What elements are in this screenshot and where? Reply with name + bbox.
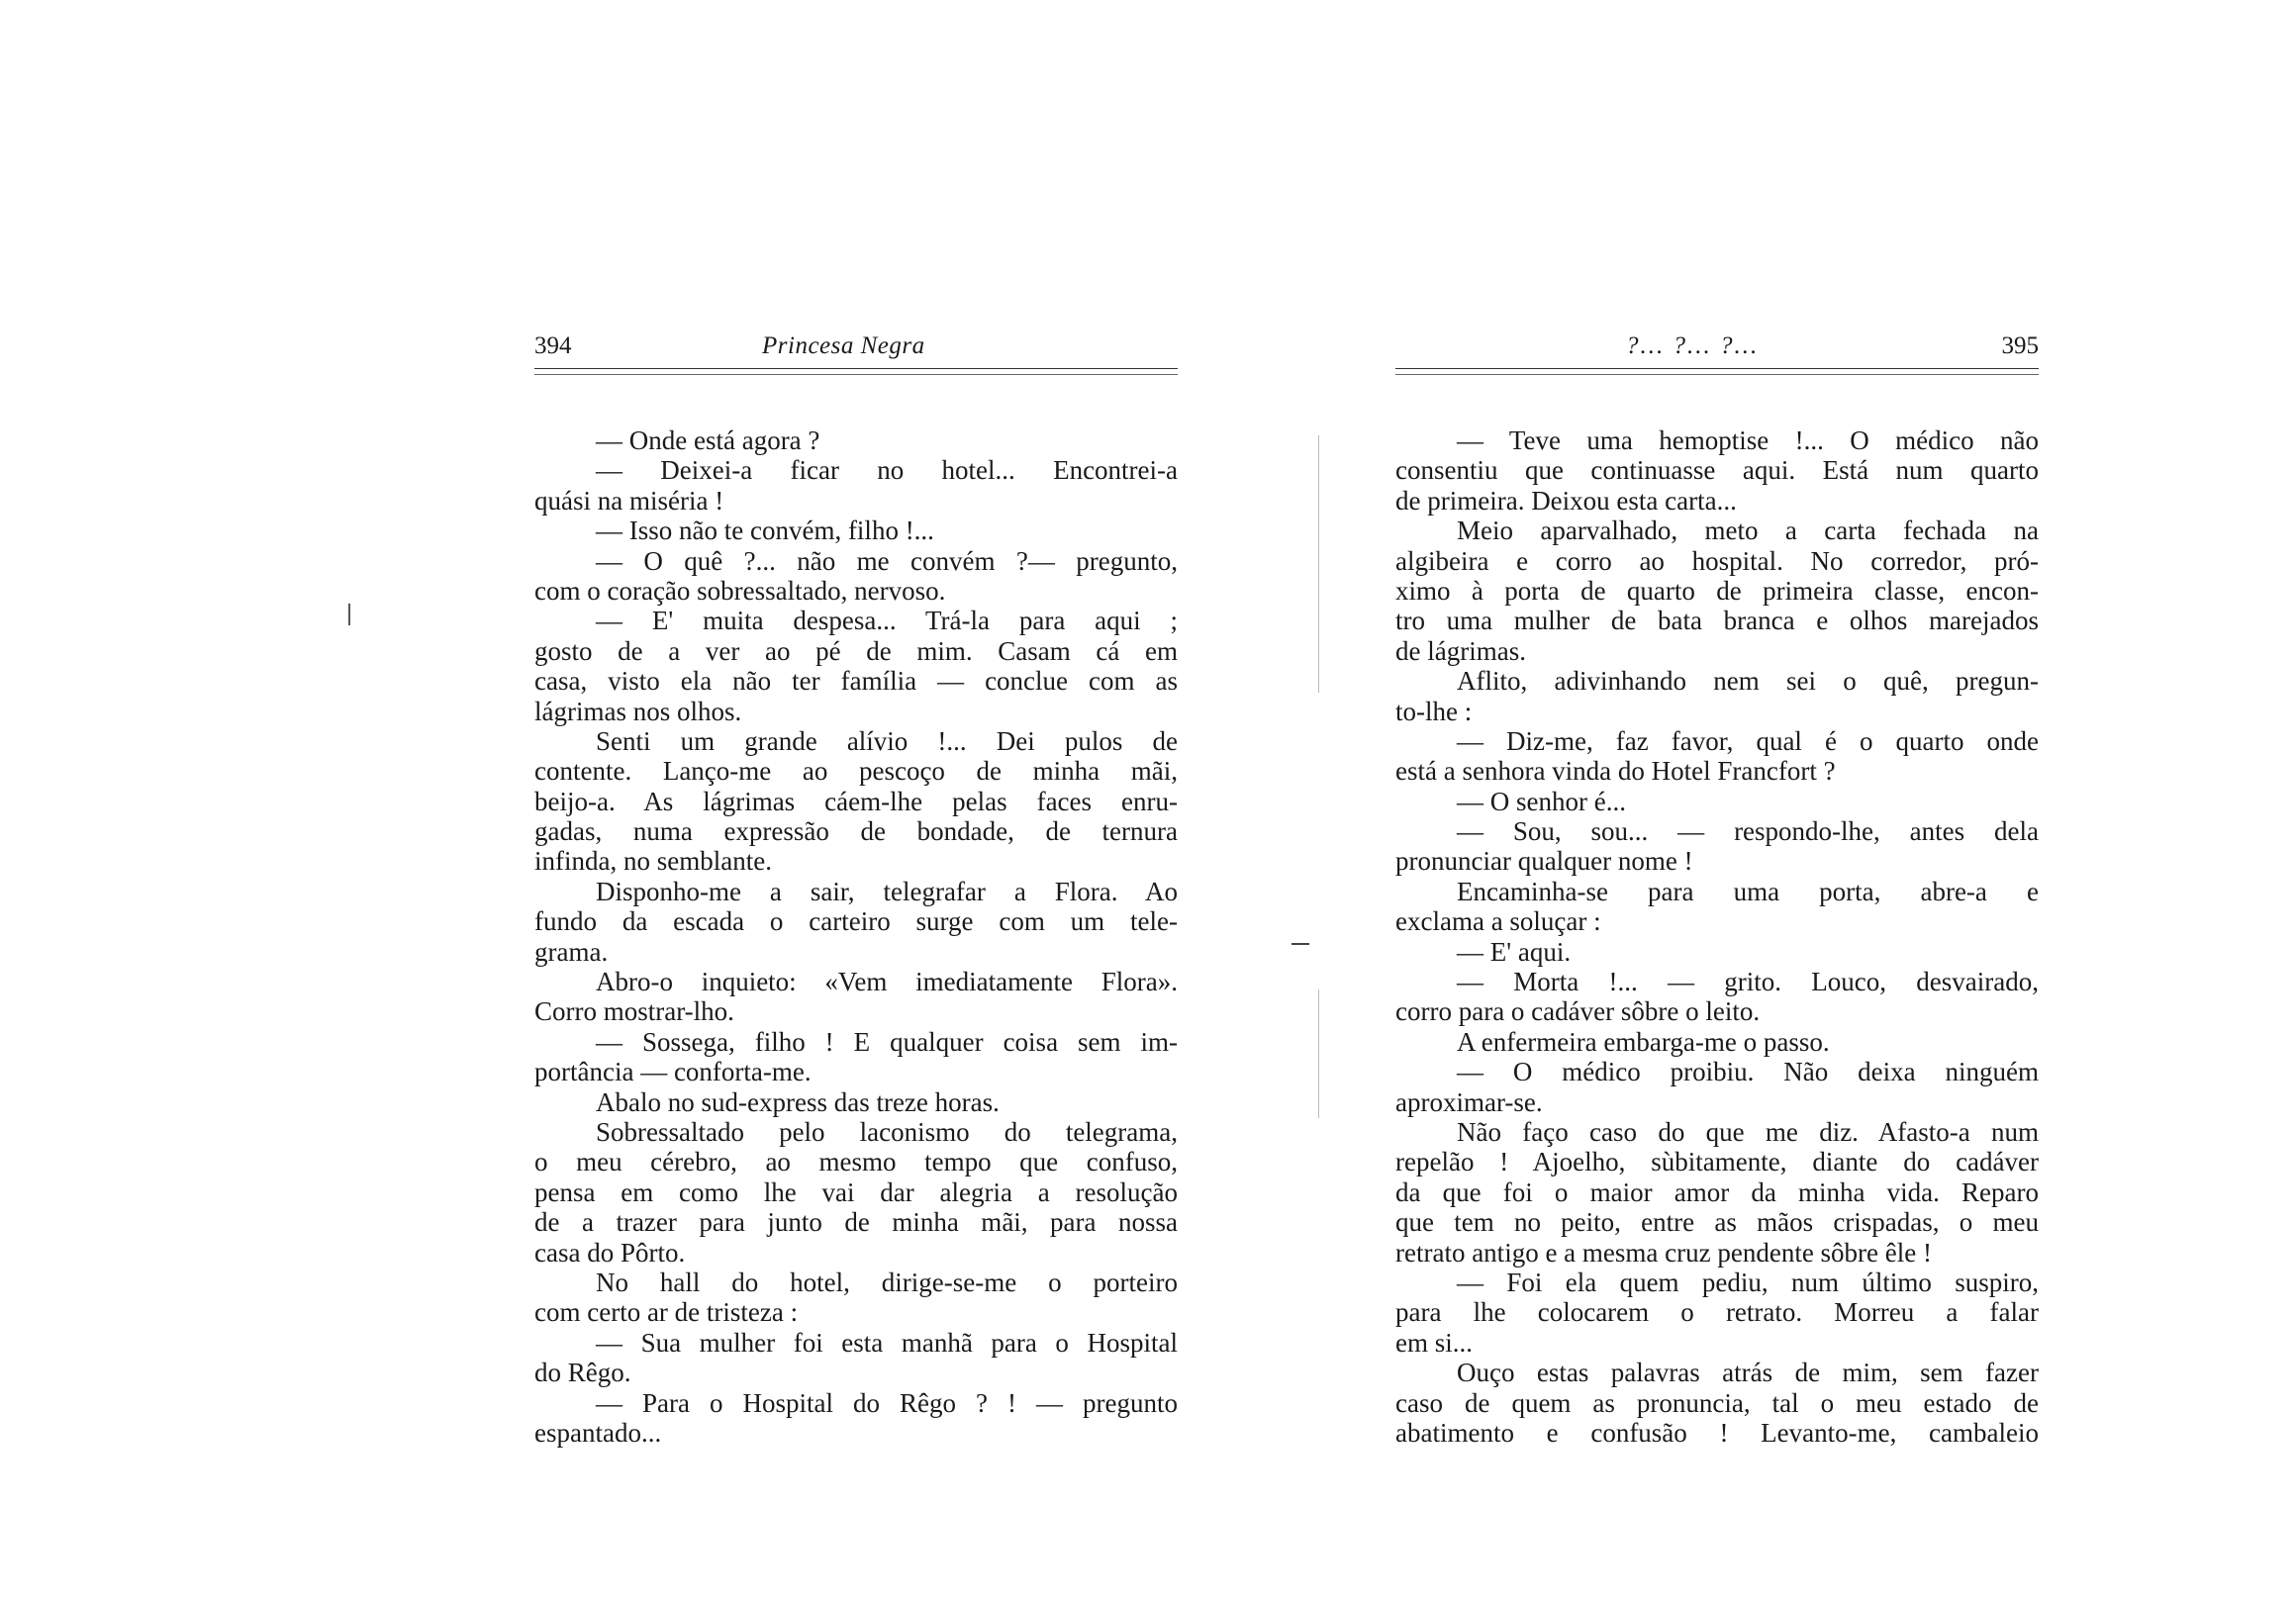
text-line: casa do Pôrto.: [534, 1237, 686, 1268]
left-body-text: [534, 425, 1178, 1448]
right-header-rule: [1395, 368, 2039, 375]
text-line: — O quê ?... não me convém ?— pregunto,: [596, 545, 1178, 576]
text-line: Senti um grande alívio !... Dei pulos de: [596, 725, 1178, 756]
right-body-text: [1395, 425, 2039, 1448]
left-running-head: [534, 327, 1178, 366]
text-line: de a trazer para junto de minha mãi, para nossa: [534, 1207, 1178, 1238]
left-page: [534, 327, 1178, 1448]
right-running-head: [1395, 327, 2039, 366]
text-line: — E' aqui.: [1457, 936, 1572, 967]
text-line: com certo ar de tristeza :: [534, 1297, 799, 1328]
text-line: ximo à porta de quarto de primeira classe, encon-: [1395, 575, 2039, 606]
text-line: Aflito, adivinhando nem sei o quê, pregun-: [1457, 666, 2039, 697]
text-line: retrato antigo e a mesma cruz pendente sôbre êle !: [1395, 1237, 1932, 1268]
text-line: beijo-a. As lágrimas cáem-lhe pelas faces enru-: [534, 786, 1178, 816]
text-line: — Sossega, filho ! E qualquer coisa sem im-: [596, 1026, 1178, 1057]
text-line: — E' muita despesa... Trá-la para aqui ;: [596, 606, 1178, 636]
text-line: Meio aparvalhado, meto a carta fechada na: [1457, 516, 2039, 546]
text-line: algibeira e corro ao hospital. No corredor, pró-: [1395, 545, 2039, 576]
text-line: — Foi ela quem pediu, num último suspiro,: [1457, 1267, 2039, 1297]
text-line: pronunciar qualquer nome !: [1395, 846, 1693, 877]
text-line: Corro mostrar-lho.: [534, 996, 734, 1027]
text-line: — Para o Hospital do Rêgo ? ! — pregunto: [596, 1387, 1178, 1418]
text-line: Disponho-me a sair, telegrafar a Flora. Ao: [596, 876, 1178, 906]
gutter-shadow-mark: [1318, 435, 1319, 693]
left-page-number: 394: [534, 332, 572, 359]
text-line: do Rêgo.: [534, 1358, 631, 1388]
text-line: Sobressaltado pelo laconismo do telegrama,: [596, 1116, 1178, 1147]
text-line: — O médico proibiu. Não deixa ninguém: [1457, 1057, 2039, 1087]
text-line: exclama a soluçar :: [1395, 906, 1601, 937]
text-line: em si...: [1395, 1327, 1473, 1358]
text-line: — Morta !... — grito. Louco, desvairado,: [1457, 967, 2039, 997]
text-line: está a senhora vinda do Hotel Francfort ?: [1395, 756, 1836, 787]
text-line: Encaminha-se para uma porta, abre-a e: [1457, 876, 2039, 906]
text-line: para lhe colocarem o retrato. Morreu a falar: [1395, 1297, 2039, 1328]
text-line: — Onde está agora ?: [596, 425, 820, 455]
text-line: aproximar-se.: [1395, 1086, 1543, 1117]
text-line: casa, visto ela não ter família — conclue com as: [534, 666, 1178, 697]
text-line: Abro-o inquieto: «Vem imediatamente Flora».: [596, 967, 1178, 997]
text-line: Ouço estas palavras atrás de mim, sem fazer: [1457, 1358, 2039, 1388]
text-line: — Isso não te convém, filho !...: [596, 516, 934, 546]
text-line: com o coração sobressaltado, nervoso.: [534, 575, 946, 606]
text-line: o meu cérebro, ao mesmo tempo que confuso,: [534, 1147, 1178, 1177]
text-line: da que foi o maior amor da minha vida. Reparo: [1395, 1176, 2039, 1207]
text-line: — Deixei-a ficar no hotel... Encontrei-a: [596, 455, 1178, 486]
text-line: caso de quem as pronuncia, tal o meu estado de: [1395, 1387, 2039, 1418]
text-line: abatimento e confusão ! Levanto-me, cambaleio: [1395, 1417, 2039, 1448]
left-header-rule: [534, 368, 1178, 375]
text-line: que tem no peito, entre as mãos crispadas, o meu: [1395, 1207, 2039, 1238]
margin-dash-mark: [1292, 943, 1309, 945]
text-line: grama.: [534, 936, 609, 967]
text-line: fundo da escada o carteiro surge com um tele-: [534, 906, 1178, 937]
text-line: de lágrimas.: [1395, 635, 1526, 666]
text-line: Abalo no sud-express das treze horas.: [596, 1086, 1000, 1117]
text-line: tro uma mulher de bata branca e olhos marejados: [1395, 606, 2039, 636]
right-running-title: ?... ?... ?...: [1626, 332, 1760, 359]
right-page-number: 395: [2001, 332, 2039, 359]
text-line: corro para o cadáver sôbre o leito.: [1395, 996, 1761, 1027]
gutter-shadow-mark: [1318, 989, 1319, 1118]
text-line: gosto de a ver ao pé de mim. Casam cá em: [534, 635, 1178, 666]
text-line: lágrimas nos olhos.: [534, 696, 742, 726]
text-line: espantado...: [534, 1417, 662, 1448]
text-line: infinda, no semblante.: [534, 846, 772, 877]
right-page: [1395, 327, 2039, 1448]
text-line: consentiu que continuasse aqui. Está num quarto: [1395, 455, 2039, 486]
text-line: to-lhe :: [1395, 696, 1473, 726]
text-line: Não faço caso do que me diz. Afasto-a num: [1457, 1116, 2039, 1147]
text-line: repelão ! Ajoelho, sùbitamente, diante do cadáver: [1395, 1147, 2039, 1177]
text-line: — Diz-me, faz favor, qual é o quarto onde: [1457, 725, 2039, 756]
text-line: — Teve uma hemoptise !... O médico não: [1457, 425, 2039, 455]
text-line: No hall do hotel, dirige-se-me o porteiro: [596, 1267, 1178, 1297]
text-line: pensa em como lhe vai dar alegria a resolução: [534, 1176, 1178, 1207]
text-line: — O senhor é...: [1457, 786, 1626, 816]
text-line: quási na miséria !: [534, 485, 724, 516]
text-line: de primeira. Deixou esta carta...: [1395, 485, 1737, 516]
text-line: gadas, numa expressão de bondade, de ternura: [534, 816, 1178, 847]
margin-tick-mark: [348, 604, 350, 625]
text-line: A enfermeira embarga-me o passo.: [1457, 1026, 1830, 1057]
left-running-title: Princesa Negra: [762, 332, 925, 359]
text-line: portância — conforta-me.: [534, 1057, 812, 1087]
text-line: contente. Lanço-me ao pescoço de minha mãi,: [534, 756, 1178, 787]
text-line: — Sou, sou... — respondo-lhe, antes dela: [1457, 816, 2039, 847]
text-line: — Sua mulher foi esta manhã para o Hospital: [596, 1327, 1178, 1358]
